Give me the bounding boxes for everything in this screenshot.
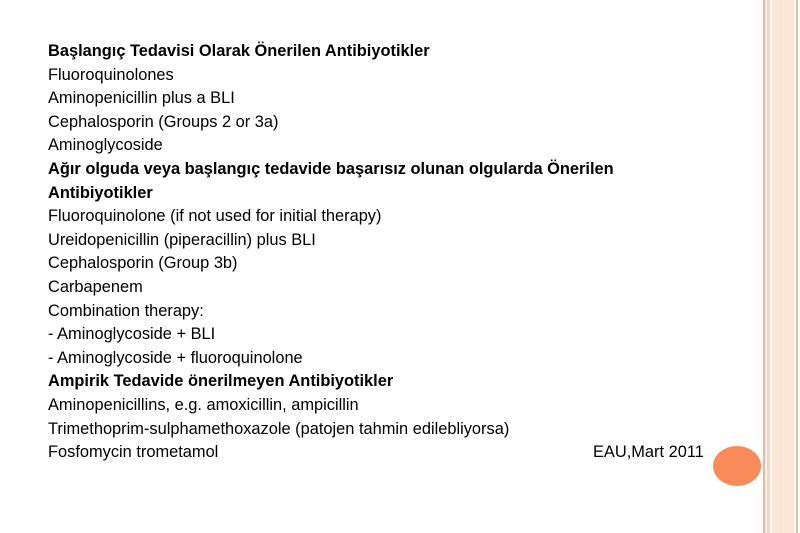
section1-heading: Başlangıç Tedavisi Olarak Önerilen Antibiyotikler — [48, 42, 430, 60]
list-item: Fosfomycin trometamol — [48, 443, 219, 462]
section2-heading-line1: Ağır olguda veya başlangıç tedavide başarısız olunan olgularda Önerilen — [48, 159, 614, 178]
list-item: - Aminoglycoside + BLI — [48, 325, 216, 344]
list-item: Ureidopenicillin (piperacillin) plus BLI — [48, 230, 316, 249]
decor-stripe-left — [763, 0, 765, 533]
list-item: - Aminoglycoside + fluoroquinolone — [48, 348, 303, 367]
list-item: Combination therapy: — [48, 301, 204, 320]
last-row — [48, 441, 748, 465]
section2-heading-line2: Antibiyotikler — [48, 183, 153, 202]
list-item: Fluoroquinolone (if not used for initial therapy) — [48, 207, 382, 226]
decor-stripe-right — [796, 0, 798, 533]
list-item: Trimethoprim-sulphamethoxazole (patojen tahmin edilebliyorsa) — [48, 419, 510, 438]
list-item: Carbapenem — [48, 277, 143, 296]
list-item: Cephalosporin (Group 3b) — [48, 254, 238, 273]
list-item: Fluoroquinolones — [48, 65, 174, 84]
slide-content — [48, 40, 748, 465]
list-item: Aminoglycoside — [48, 136, 163, 155]
decor-stripe-band — [772, 0, 794, 533]
list-item: Cephalosporin (Groups 2 or 3a) — [48, 112, 279, 131]
decor-stripe-mid — [767, 0, 770, 533]
list-item: Aminopenicillin plus a BLI — [48, 89, 235, 108]
source-citation: EAU,Mart 2011 — [593, 443, 704, 462]
list-item: Aminopenicillins, e.g. amoxicillin, ampicillin — [48, 395, 359, 414]
section3-heading: Ampirik Tedavide önerilmeyen Antibiyotikler — [48, 372, 394, 391]
